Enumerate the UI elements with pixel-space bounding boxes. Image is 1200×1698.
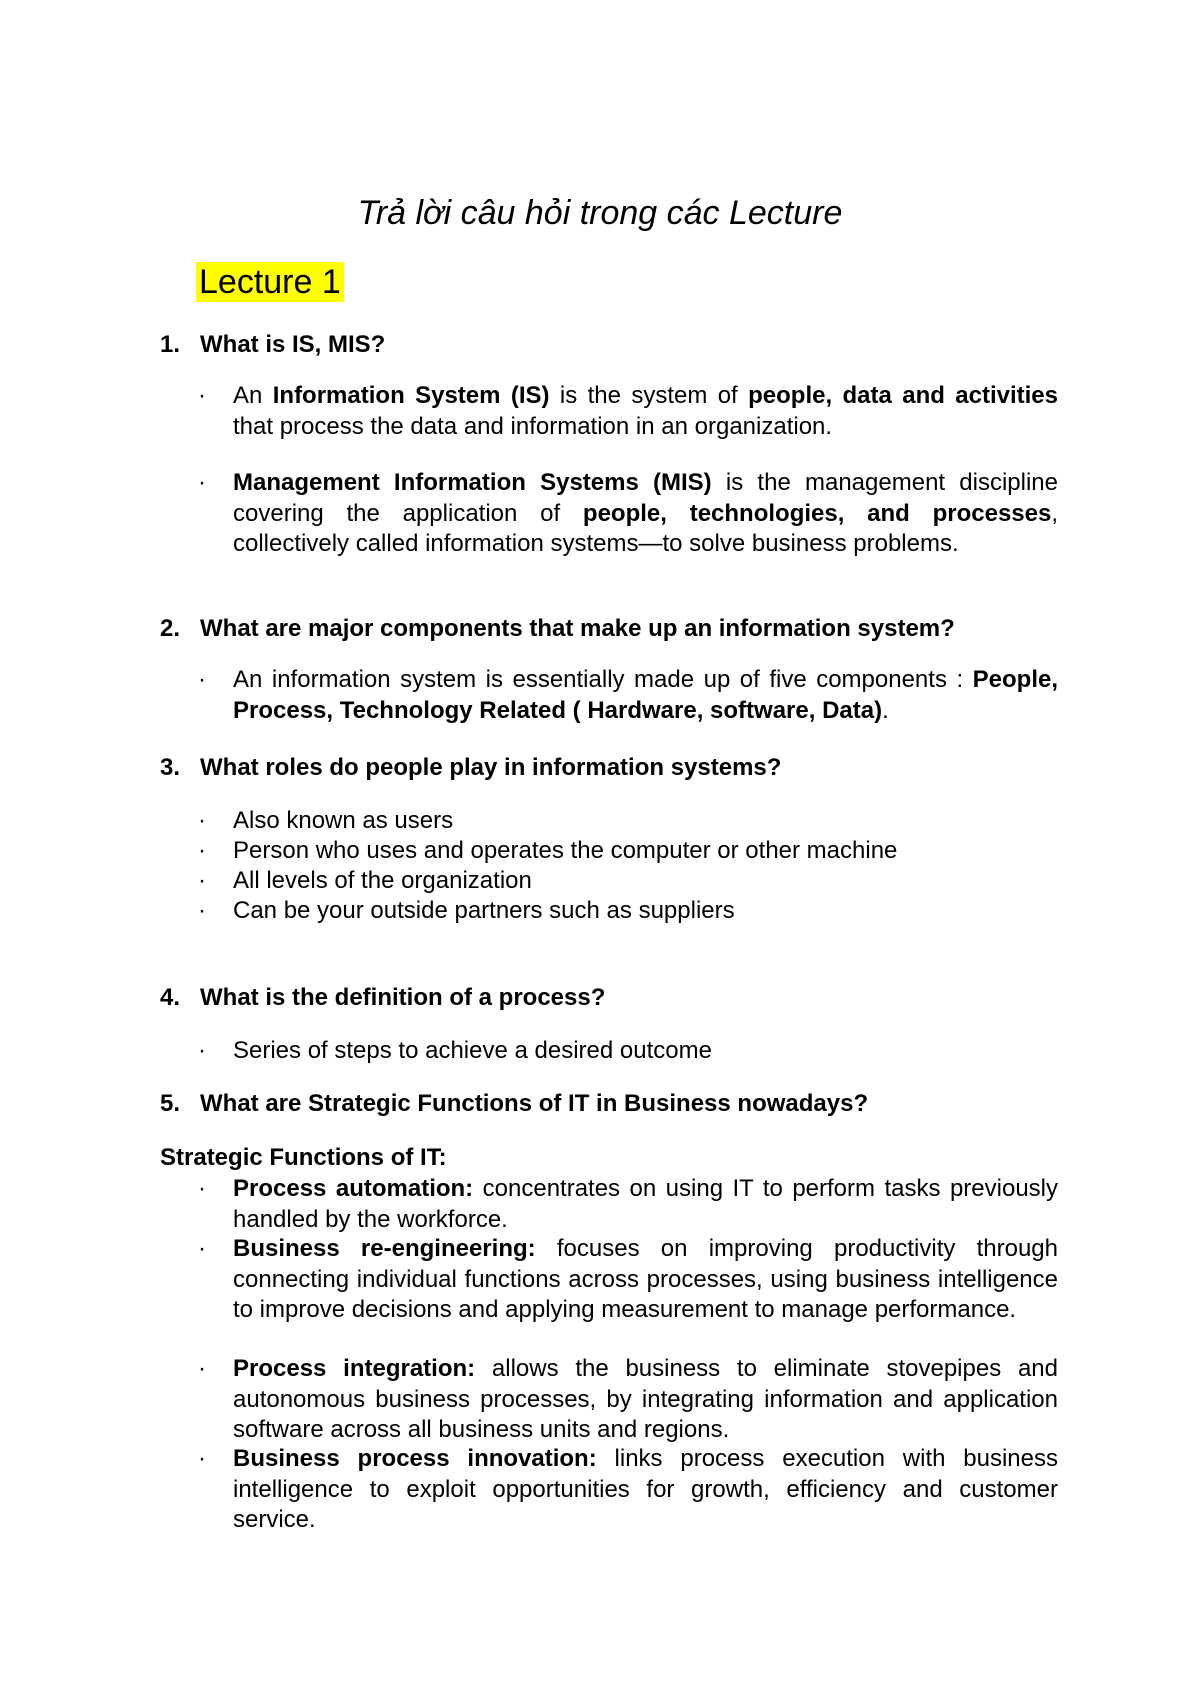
bullet-function: · Process automation: concentrates on using IT to perform tasks previously handled by the workforce. <box>198 1175 1058 1233</box>
question-number: 5. <box>160 1090 181 1117</box>
bullet-dot: · <box>198 1175 206 1202</box>
bullet-dot: · <box>198 1235 206 1262</box>
bullet-dot: · <box>198 897 206 924</box>
question-number: 4. <box>160 984 181 1011</box>
bullet-role: · Also known as users <box>198 806 1058 837</box>
bullet-mis-definition: · Management Information Systems (MIS) is the management discipline covering the application of people, technologies, and processes, collectively called information systems—to solve business problems. <box>198 469 1059 557</box>
bullet-components: · An information system is essentially made up of five components : People, Process, Technology Related ( Hardware, software, Data). <box>198 666 1058 724</box>
bullet-role: · Can be your outside partners such as suppliers <box>198 896 1058 927</box>
document-title: Trả lời câu hỏi trong các Lecture <box>357 194 843 232</box>
bullet-dot: · <box>198 867 206 894</box>
bullet-dot: · <box>198 807 206 834</box>
question-5 <box>160 1089 1060 1119</box>
question-text: What is the definition of a process? <box>200 984 606 1011</box>
question-text: What roles do people play in information systems? <box>200 754 782 781</box>
bullet-role: · All levels of the organization <box>198 866 1058 897</box>
strategic-functions-heading: Strategic Functions of IT: <box>160 1144 447 1171</box>
question-number: 2. <box>160 615 181 642</box>
bullet-function: · Business re-engineering: focuses on improving productivity through connecting individual functions across processes, using business intelligence to improve decisions and applying measurement to manage performance. <box>198 1235 1058 1323</box>
question-2 <box>160 614 1060 644</box>
bullet-function: · Business process innovation: links process execution with business intelligence to exploit opportunities for growth, efficiency and customer service. <box>198 1445 1058 1533</box>
bullet-dot: · <box>198 469 206 496</box>
bullet-dot: · <box>198 1445 206 1472</box>
question-text: What are Strategic Functions of IT in Business nowadays? <box>200 1090 869 1117</box>
question-number: 3. <box>160 754 181 781</box>
question-4 <box>160 983 1060 1013</box>
bullet-is-definition: · An Information System (IS) is the system of people, data and activities that process the data and information in an organization. <box>198 382 1058 440</box>
question-1 <box>160 330 1060 360</box>
question-number: 1. <box>160 331 181 358</box>
bullet-dot: · <box>198 382 206 409</box>
question-text: What are major components that make up an information system? <box>200 615 955 642</box>
bullet-process-definition: · Series of steps to achieve a desired outcome <box>198 1036 1058 1067</box>
bullet-dot: · <box>198 837 206 864</box>
question-3 <box>160 753 1060 783</box>
question-text: What is IS, MIS? <box>200 331 386 358</box>
lecture-heading: Lecture 1 <box>196 262 344 302</box>
bullet-dot: · <box>198 666 206 693</box>
bullet-function: · Process integration: allows the business to eliminate stovepipes and autonomous business processes, by integrating information and application software across all business units and regions. <box>198 1355 1058 1443</box>
bullet-role: · Person who uses and operates the computer or other machine <box>198 836 1058 867</box>
bullet-dot: · <box>198 1355 206 1382</box>
bullet-dot: · <box>198 1037 206 1064</box>
